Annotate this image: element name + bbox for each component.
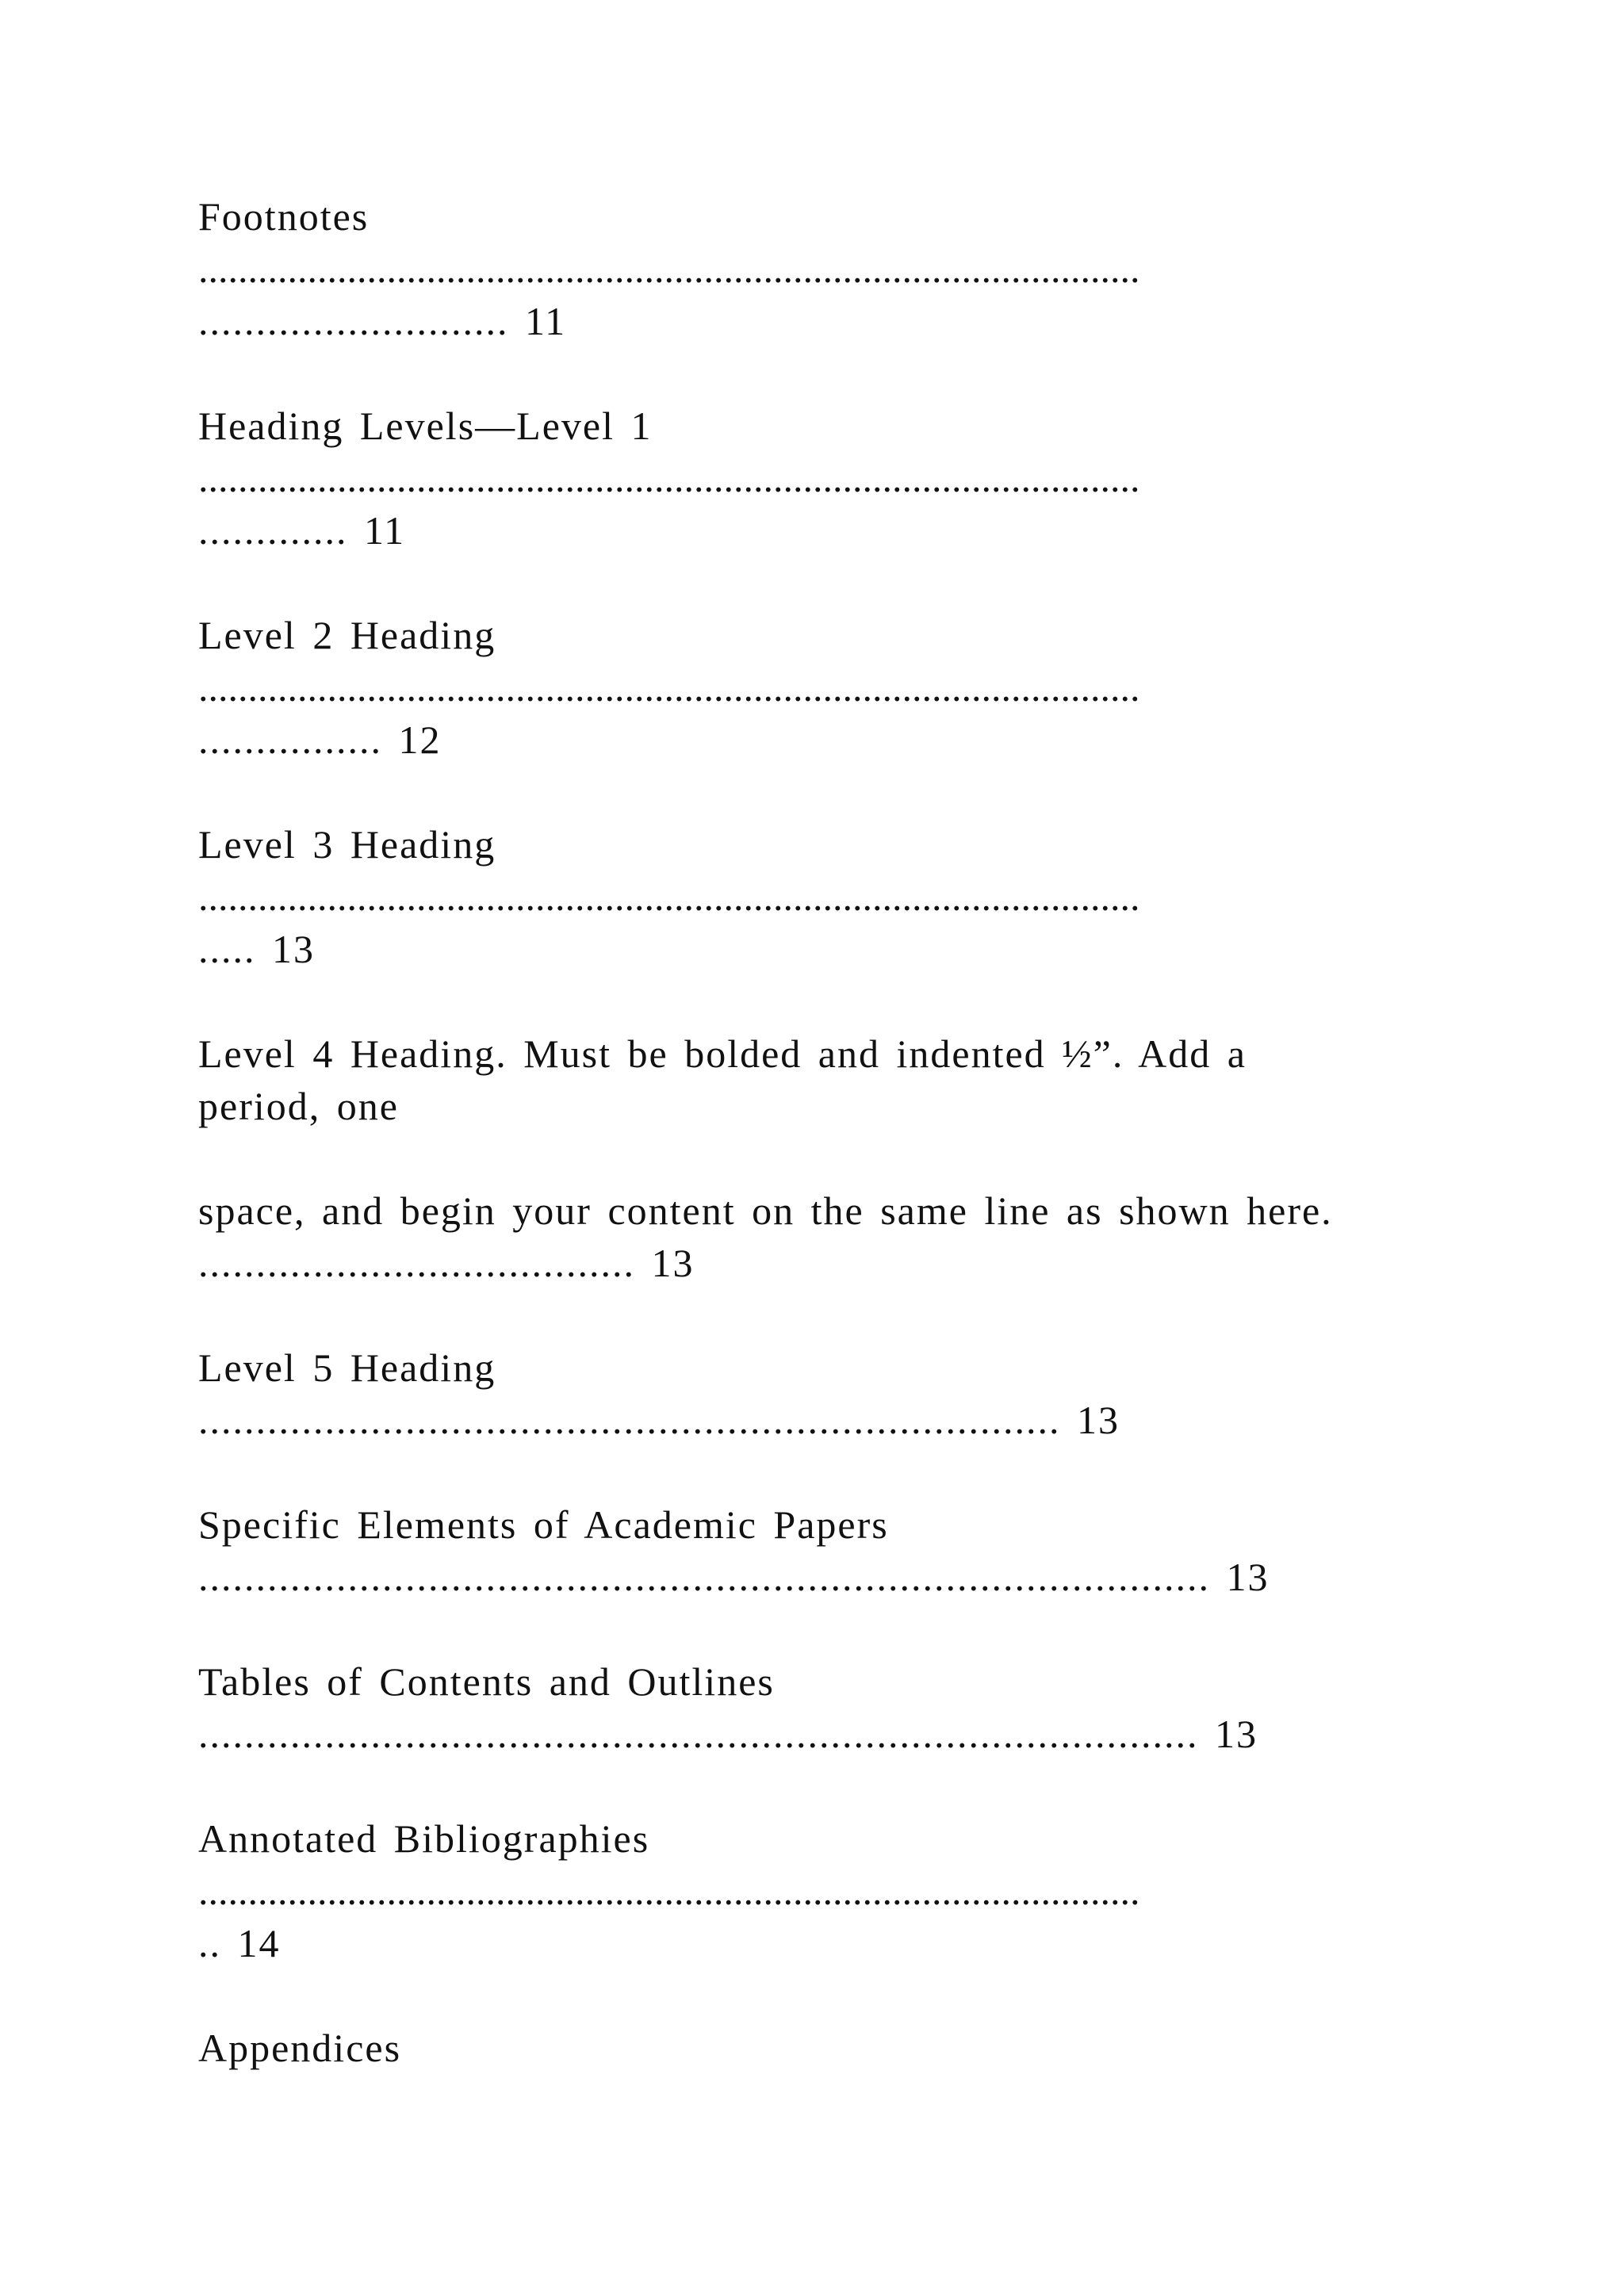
- toc-entry-level-2-leader: ...............................................................................................: [198, 665, 1140, 710]
- toc-entry-tables-of-contents-title: Tables of Contents and Outlines: [198, 1659, 775, 1704]
- toc-entry-level-3-leader: ...............................................................................................: [198, 874, 1140, 919]
- toc-entry-annotated-bibliographies-title: Annotated Bibliographies: [198, 1816, 650, 1861]
- toc-entry-annotated-bibliographies-leader: ...............................................................................................: [198, 1869, 1140, 1913]
- toc-entry-level-4-description: space, and begin your content on the same line as shown here.: [198, 1188, 1333, 1233]
- toc-entry-level-2-title: Level 2 Heading: [198, 613, 496, 657]
- toc-entry-specific-elements-title: Specific Elements of Academic Papers: [198, 1502, 889, 1547]
- toc-entry-footnotes-title: Footnotes: [198, 194, 370, 239]
- toc-entry-footnotes-page: ........................... 11: [198, 299, 567, 343]
- toc-entry-level-4-title: Level 4 Heading. Must be bolded and indented ½”. Add a: [198, 1031, 1247, 1076]
- toc-entry-level-2-page: ................ 12: [198, 718, 442, 762]
- toc-entry-heading-levels-title: Heading Levels—Level 1: [198, 404, 653, 448]
- toc-entry-level-4-page: ...................................... 13: [198, 1241, 695, 1285]
- toc-entry-specific-elements-page: ........................................................................................ 13: [198, 1555, 1270, 1599]
- toc-entry-heading-levels-leader: ...............................................................................................: [198, 456, 1140, 500]
- toc-entry-level-3-page: ..... 13: [198, 927, 315, 971]
- toc-entry-footnotes-leader: ...............................................................................................: [198, 247, 1140, 291]
- toc-entry-level-5-title: Level 5 Heading: [198, 1345, 496, 1390]
- toc-entry-appendices-title: Appendices: [198, 2026, 402, 2070]
- toc-entry-level-3-title: Level 3 Heading: [198, 822, 496, 867]
- toc-entry-level-4-title-cont: period, one: [198, 1084, 399, 1128]
- toc-entry-level-5-page: ........................................................................... 13: [198, 1398, 1120, 1442]
- toc-entry-heading-levels-page: ............. 11: [198, 508, 406, 553]
- toc-entry-tables-of-contents-page: ....................................................................................... 13: [198, 1712, 1258, 1756]
- toc-entry-annotated-bibliographies-page: .. 14: [198, 1921, 281, 1965]
